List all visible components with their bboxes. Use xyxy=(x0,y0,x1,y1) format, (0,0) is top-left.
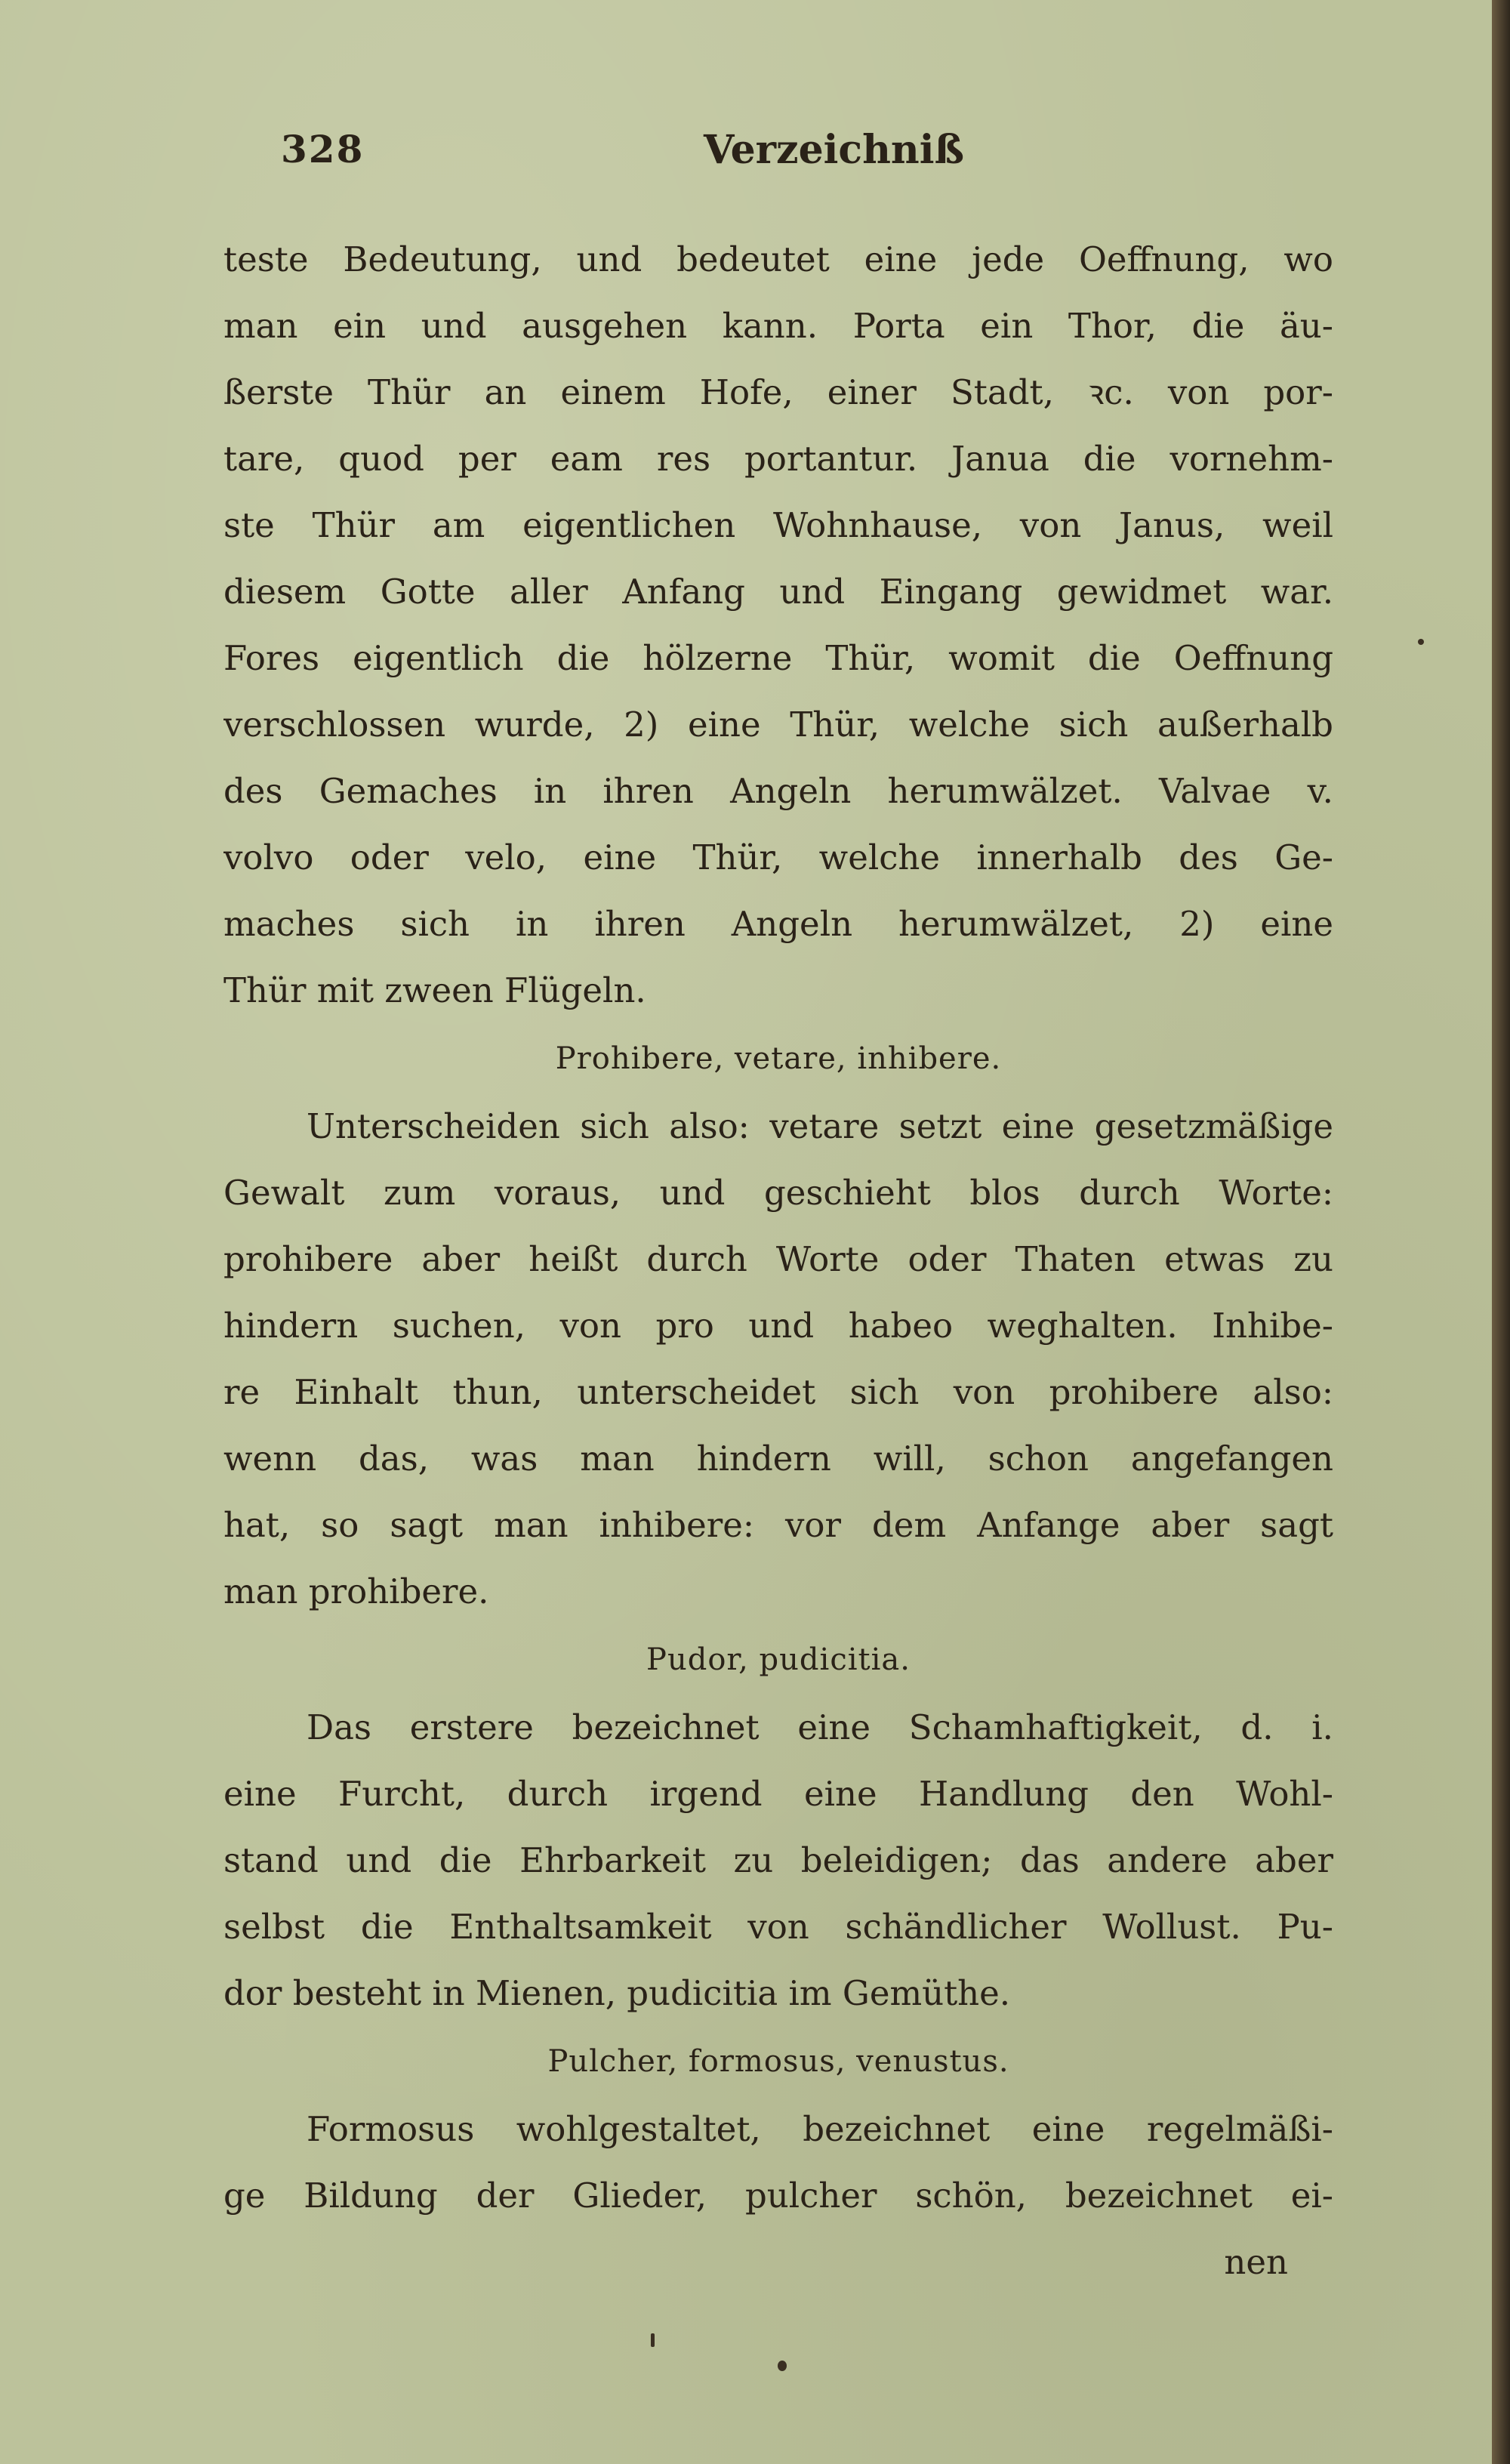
paper-speck xyxy=(1418,639,1424,645)
section-heading-pulcher: Pulcher, formosus, venustus. xyxy=(547,2044,1009,2079)
text-line: diesem Gotte aller Anfang und Eingang gewidmet war. xyxy=(223,572,1333,612)
text-line: stand und die Ehrbarkeit zu beleidigen; das andere aber xyxy=(223,1840,1333,1880)
paper-speck xyxy=(778,2361,787,2371)
text-line: prohibere aber heißt durch Worte oder Thaten etwas zu xyxy=(223,1239,1333,1279)
text-line: dor besteht in Mienen, pudicitia im Gemüthe. xyxy=(223,1973,1011,2013)
text-line: man prohibere. xyxy=(223,1571,489,1611)
text-line: volvo oder velo, eine Thür, welche innerhalb des Ge- xyxy=(223,837,1333,877)
text-line: maches sich in ihren Angeln herumwälzet, 2) eine xyxy=(223,904,1333,944)
text-line: re Einhalt thun, unterscheidet sich von prohibere also: xyxy=(223,1372,1333,1412)
text-line: Thür mit zween Flügeln. xyxy=(223,970,646,1010)
text-line: hat, so sagt man inhibere: vor dem Anfange aber sagt xyxy=(223,1505,1333,1545)
page-edge xyxy=(1492,0,1510,2464)
text-line: selbst die Enthaltsamkeit von schändlicher Wollust. Pu- xyxy=(223,1907,1333,1947)
text-line: ge Bildung der Glieder, pulcher schön, bezeichnet ei- xyxy=(223,2176,1333,2216)
section-heading-pudor: Pudor, pudicitia. xyxy=(646,1642,911,1677)
page-number: 328 xyxy=(281,127,365,171)
running-title: Verzeichniß xyxy=(704,127,964,173)
paragraph-start: Das erstere bezeichnet eine Schamhaftigkeit, d. i. xyxy=(307,1707,1333,1747)
text-line: Fores eigentlich die hölzerne Thür, womit die Oeffnung xyxy=(223,638,1333,678)
catchword: nen xyxy=(1224,2242,1288,2282)
text-line: man ein und ausgehen kann. Porta ein Thor, die äu- xyxy=(223,306,1333,346)
paragraph-start: Unterscheiden sich also: vetare setzt eine gesetzmäßige xyxy=(307,1106,1333,1146)
body-text xyxy=(223,227,1333,2296)
text-line: Gewalt zum voraus, und geschieht blos durch Worte: xyxy=(223,1173,1333,1213)
text-line: eine Furcht, durch irgend eine Handlung den Wohl- xyxy=(223,1774,1333,1814)
text-line: ßerste Thür an einem Hofe, einer Stadt, ꝛc. von por- xyxy=(223,372,1333,412)
page-header xyxy=(281,127,1338,187)
paragraph-start: Formosus wohlgestaltet, bezeichnet eine regelmäßi- xyxy=(307,2109,1333,2149)
paper-speck xyxy=(651,2333,655,2347)
text-line: des Gemaches in ihren Angeln herumwälzet. Valvae v. xyxy=(223,771,1333,811)
section-heading-prohibere: Prohibere, vetare, inhibere. xyxy=(555,1041,1002,1076)
text-line: wenn das, was man hindern will, schon angefangen xyxy=(223,1439,1333,1479)
text-line: verschlossen wurde, 2) eine Thür, welche sich außerhalb xyxy=(223,705,1333,745)
text-line: hindern suchen, von pro und habeo weghalten. Inhibe- xyxy=(223,1306,1333,1346)
text-line: tare, quod per eam res portantur. Janua die vornehm- xyxy=(223,439,1333,479)
text-line: teste Bedeutung, und bedeutet eine jede Oeffnung, wo xyxy=(223,239,1333,279)
text-line: ste Thür am eigentlichen Wohnhause, von Janus, weil xyxy=(223,505,1333,545)
